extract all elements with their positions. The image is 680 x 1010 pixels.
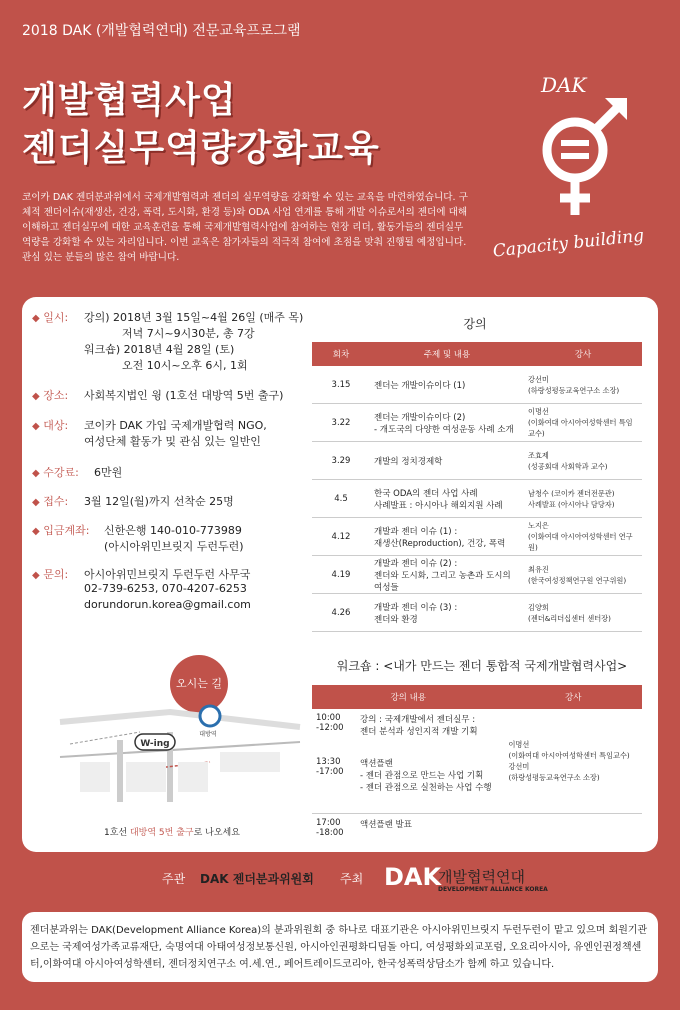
account-line1: 신한은행 140-010-773989 <box>104 524 242 537</box>
lecture-lecturer: 남청수 (코이카 젠더전문관) 사례발표 (아시아나 담당자) <box>524 480 642 518</box>
lecture-topic: 한국 ODA의 젠더 사업 사례 사례발표 : 아시아나 해외지원 사례 <box>370 480 524 518</box>
workshop-content: 강의 : 국제개발에서 젠더실무 : 젠더 분석과 성인지적 개발 기획 <box>360 715 478 737</box>
workshop-table <box>312 685 642 858</box>
col-lecturer: 강사 <box>524 342 642 366</box>
lectures-table <box>312 342 642 632</box>
bullet-icon: ◆ <box>32 421 40 432</box>
contact-label: 문의: <box>43 568 69 581</box>
bullet-icon: ◆ <box>32 313 40 324</box>
target-line2: 여성단체 활동가 및 관심 있는 일반인 <box>84 435 261 448</box>
info-date <box>32 309 68 325</box>
organizer-name: DAK 젠더분과위원회 <box>200 872 314 886</box>
lecture-date: 3.29 <box>312 442 370 480</box>
lecture-topic: 젠더는 개발이슈이다 (1) <box>370 366 524 404</box>
date-line3: 워크숍) 2018년 4월 28일 (토) <box>84 343 235 356</box>
workshop-time: 17:00 -18:00 <box>312 814 356 859</box>
intro-paragraph: 코이카 DAK 젠더분과위에서 국제개발협력과 젠더의 실무역량을 강화할 수 있는 교육을 마련하였습니다. 구체적 젠더이슈(재생산, 건강, 폭력, 도시화, 환경 등)와 ODA 사업 연계를 통해 개발 이슈로서의 젠더에 대해 이해하고 젠더실무에 대한 교육훈련을 통해 국제개발협력사업에 참여하는 현장 리더, 활동가들의 젠더실무역량을 강화할 수 있는 자리입니다. 이번 교육은 참가자들의 적극적 참여에 초점을 맞춰 진행될 예정입니다. 관심 있는 분들의 많은 참여 바랍니다. <box>22 192 468 263</box>
program-subtitle: 2018 DAK (개발협력연대) 전문교육프로그램 <box>22 23 301 39</box>
lecture-lecturer: 조효제 (성공회대 사회학과 교수) <box>524 442 642 480</box>
directions-badge: 오시는 길 <box>170 655 228 713</box>
registration-value: 3월 12일(월)까지 선착순 25명 <box>84 495 234 508</box>
lecture-row <box>312 594 642 632</box>
lecture-topic: 개발의 정치경제학 <box>370 442 524 480</box>
lecture-date: 3.22 <box>312 404 370 442</box>
workshop-title: 워크숍 : <내가 만드는 젠더 통합적 국제개발협력사업> <box>336 659 628 673</box>
lecture-topic: 개발과 젠더 이슈 (1) : 재생산(Reproduction), 건강, 폭력 <box>370 518 524 556</box>
bullet-icon: ◆ <box>32 468 40 479</box>
capacity-building-logo <box>491 70 665 270</box>
map-caption <box>104 825 240 838</box>
lecture-row <box>312 518 642 556</box>
place-label: 장소: <box>43 389 69 402</box>
lecture-lecturer: 노지은 (이화여대 아시아여성학센터 연구원) <box>524 518 642 556</box>
sponsor-name: 개발협력연대 <box>438 868 525 886</box>
logo-bottom-text: Capacity building <box>491 225 645 262</box>
bullet-icon: ◆ <box>32 391 40 402</box>
target-label: 대상: <box>43 419 69 432</box>
place-value: 사회복지법인 윙 (1호선 대방역 5번 출구) <box>84 389 284 402</box>
date-line2: 저녁 7시~9시30분, 총 7강 <box>122 327 255 340</box>
col-workshop-lecturer: 강사 <box>504 685 642 709</box>
date-label: 일시: <box>43 311 69 324</box>
lecture-row <box>312 480 642 518</box>
account-line2: (아시아위민브릿지 두런두런) <box>104 540 244 553</box>
lecture-row <box>312 442 642 480</box>
lecture-lecturer: 이명선 (이화여대 아시아여성학센터 특임교수) <box>524 404 642 442</box>
contact-line2: 02-739-6253, 070-4207-6253 <box>84 582 247 595</box>
organizer-label: 주관 <box>162 872 186 886</box>
col-session: 회차 <box>312 342 370 366</box>
directions-map <box>60 692 300 812</box>
lecture-date: 4.12 <box>312 518 370 556</box>
map-caption-exit: 대방역 5번 출구 <box>129 828 194 838</box>
map-station-label: 대방역 <box>199 731 217 738</box>
workshop-lecturer: 이명선 (이화여대 아시아여성학센터 특임교수) 강선미 (하랑성평등교육연구소 소장) <box>508 740 630 782</box>
lecture-topic: 개발과 젠더 이슈 (3) : 젠더와 환경 <box>370 594 524 632</box>
col-topic: 주제 및 내용 <box>370 342 524 366</box>
info-fee <box>32 464 79 480</box>
workshop-content: 액션플랜 - 젠더 관점으로 만드는 사업 기획 - 젠더 관점으로 실천하는 사업 수행 <box>360 759 492 793</box>
lecture-row <box>312 404 642 442</box>
logo-top-text: DAK <box>541 73 587 97</box>
lecture-topic: 개발과 젠더 이슈 (2) : 젠더와 도시화, 그리고 농촌과 도시의 여성들 <box>370 556 524 594</box>
lecture-lecturer: 김양희 (젠더&리더십센터 센터장) <box>524 594 642 632</box>
info-target <box>32 417 68 433</box>
col-workshop-content: 강의 내용 <box>312 685 504 709</box>
lectures-title: 강의 <box>463 317 487 331</box>
target-line1: 코이카 DAK 가입 국제개발협력 NGO, <box>84 419 267 432</box>
info-registration <box>32 493 68 509</box>
info-card <box>22 297 658 852</box>
map-drawing <box>60 692 300 812</box>
footer-text: 젠더분과위는 DAK(Development Alliance Korea)의 분과위원회 중 하나로 대표기관은 아시아위민브릿지 두런두런이 맡고 있으며 회원기관으로는 국제여성가족교류재단, 숙명여대 아태여성정보통신원, 아시아인권평화디딤돌 아디, 여성평화외교포럼, 오요리아시아, 유엔인권정책센터,이화여대 아시아여성학센터, 젠더정치연구소 여.세.연., 페어트레이드코리아, 한국성폭력상담소가 함께 하고 있습니다. <box>30 925 648 970</box>
page-title-line1: 개발협력사업 <box>22 80 237 121</box>
workshop-content: 액션플랜 발표 <box>356 814 504 859</box>
map-place-label: W-ing <box>140 739 170 749</box>
lecture-lecturer: 강선미 (하랑성평등교육연구소 소장) <box>524 366 642 404</box>
lecture-row <box>312 556 642 594</box>
lecture-lecturer: 최유진 (한국여성정책연구원 연구위원) <box>524 556 642 594</box>
info-contact <box>32 566 68 582</box>
workshop-time: 13:30 -17:00 <box>316 757 344 777</box>
dak-logo: DAK <box>384 863 442 891</box>
sponsor-english: DEVELOPMENT ALLIANCE KOREA <box>438 886 548 893</box>
lecture-date: 3.15 <box>312 366 370 404</box>
page-title-line2: 젠더실무역량강화교육 <box>22 128 380 169</box>
contact-email[interactable]: dorundorun.korea@gmail.com <box>84 598 251 611</box>
info-account <box>32 522 89 538</box>
info-place <box>32 387 68 403</box>
map-caption-pre: 1호선 <box>104 828 130 838</box>
fee-value: 6만원 <box>94 466 123 479</box>
registration-label: 접수: <box>43 495 69 508</box>
map-caption-post: 로 나오세요 <box>193 828 240 838</box>
bullet-icon: ◆ <box>32 570 40 581</box>
organizers <box>22 852 658 907</box>
lecture-row <box>312 366 642 404</box>
lecture-date: 4.5 <box>312 480 370 518</box>
workshop-time: 10:00 -12:00 <box>316 713 344 733</box>
sponsor-label: 주최 <box>340 872 364 886</box>
footer-box <box>22 912 658 982</box>
lecture-date: 4.19 <box>312 556 370 594</box>
gender-equality-symbol-icon <box>491 70 665 270</box>
account-label: 입금계좌: <box>43 524 90 537</box>
lecture-topic: 젠더는 개발이슈이다 (2) - 개도국의 다양한 여성운동 사례 소개 <box>370 404 524 442</box>
workshop-row <box>312 709 642 753</box>
bullet-icon: ◆ <box>32 497 40 508</box>
date-line4: 오전 10시~오후 6시, 1회 <box>122 359 248 372</box>
contact-line1: 아시아위민브릿지 두런두런 사무국 <box>84 568 251 581</box>
bullet-icon: ◆ <box>32 526 40 537</box>
fee-label: 수강료: <box>43 466 79 479</box>
date-line1: 강의) 2018년 3월 15일~4월 26일 (매주 목) <box>84 311 304 324</box>
lecture-date: 4.26 <box>312 594 370 632</box>
